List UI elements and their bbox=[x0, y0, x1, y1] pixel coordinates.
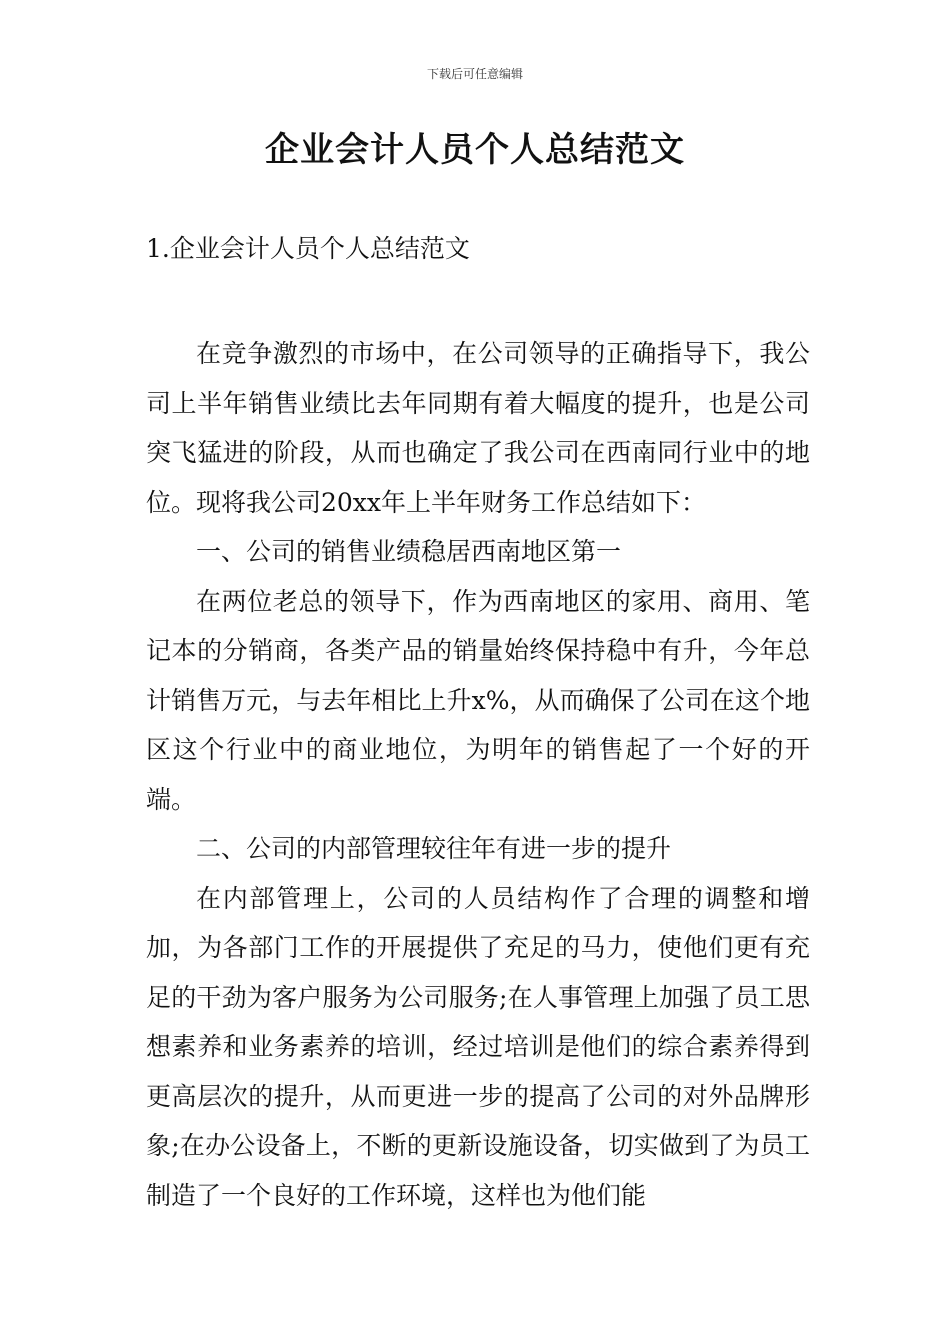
sales-paragraph: 在两位老总的领导下，作为西南地区的家用、商用、笔记本的分销商，各类产品的销量始终保持稳中有升，今年总计销售万元，与去年相比上升x%，从而确保了公司在这个地区这个行业中的商业地位，为明年的销售起了一个好的开端。 bbox=[146, 586, 810, 814]
section-heading: 1.企业会计人员个人总结范文 bbox=[146, 234, 470, 263]
subheading-management: 二、公司的内部管理较往年有进一步的提升 bbox=[196, 834, 672, 863]
management-paragraph: 在内部管理上，公司的人员结构作了合理的调整和增加，为各部门工作的开展提供了充足的马力，使他们更有充足的干劲为客户服务为公司服务;在人事管理上加强了员工思想素养和业务素养的培训，经过培训是他们的综合素养得到更高层次的提升，从而更进一步的提高了公司的对外品牌形象;在办公设备上，不断的更新设施设备，切实做到了为员工制造了一个良好的工作环境，这样也为他们能 bbox=[146, 883, 810, 1210]
subheading-sales: 一、公司的销售业绩稳居西南地区第一 bbox=[196, 537, 622, 566]
document-title: 企业会计人员个人总结范文 bbox=[265, 130, 685, 170]
intro-paragraph: 在竞争激烈的市场中，在公司领导的正确指导下，我公司上半年销售业绩比去年同期有着大幅度的提升，也是公司突飞猛进的阶段，从而也确定了我公司在西南同行业中的地位。现将我公司20xx年上半年财务工作总结如下： bbox=[146, 339, 810, 517]
header-note: 下载后可任意编辑 bbox=[426, 67, 523, 81]
document-body bbox=[146, 329, 810, 1220]
